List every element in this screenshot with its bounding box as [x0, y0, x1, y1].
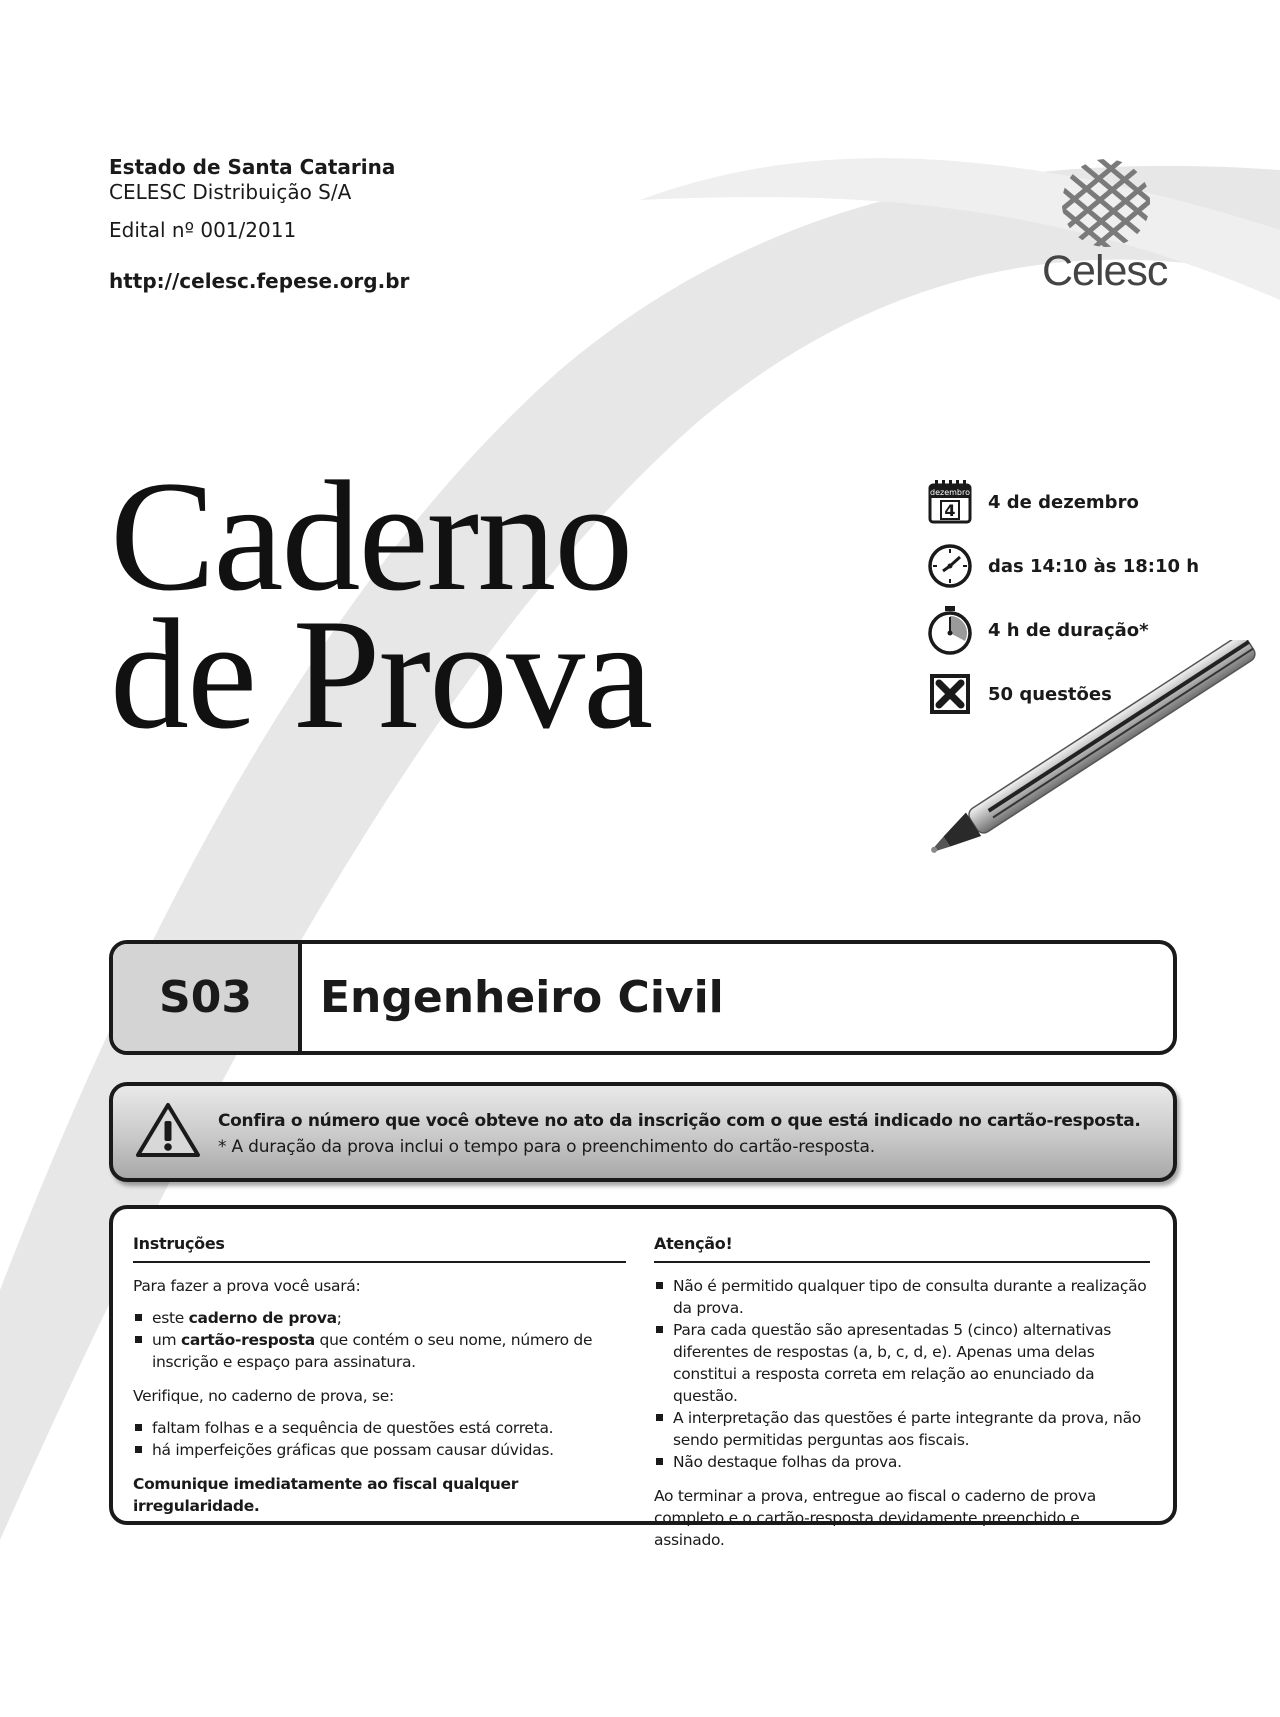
list-item: Para cada questão são apresentadas 5 (cinco) alternativas diferentes de respostas (a, b, c, d, e). Apenas uma delas constitui a resposta correta em relação ao enunciado da questão. — [654, 1319, 1150, 1407]
stopwatch-icon — [925, 605, 975, 655]
celesc-globe-icon — [1058, 155, 1154, 247]
attention-heading: Atenção! — [654, 1233, 1150, 1263]
list-item: há imperfeições gráficas que possam causar dúvidas. — [133, 1439, 626, 1461]
title-line-2: de Prova — [110, 587, 652, 762]
issuer-company: CELESC Distribuição S/A — [109, 180, 352, 204]
verify-list — [133, 1417, 626, 1461]
instructions-column — [133, 1233, 626, 1517]
exam-code: S03 — [113, 944, 302, 1051]
attention-column — [654, 1233, 1150, 1551]
edital-number: Edital nº 001/2011 — [109, 218, 297, 242]
list-item: este caderno de prova; — [133, 1307, 626, 1329]
attention-footer: Ao terminar a prova, entregue ao fiscal o caderno de prova completo e o cartão-resposta devidamente preenchido e assinado. — [654, 1487, 1096, 1549]
info-time — [925, 534, 1199, 598]
exam-duration: 4 h de duração* — [988, 619, 1149, 641]
list-item: Não destaque folhas da prova. — [654, 1451, 1150, 1473]
warning-line-2: * A duração da prova inclui o tempo para o preenchimento do cartão-resposta. — [218, 1137, 875, 1157]
svg-text:4: 4 — [944, 501, 956, 520]
clock-icon — [925, 541, 975, 591]
warning-icon — [135, 1102, 201, 1158]
warning-banner — [109, 1082, 1177, 1182]
exam-date: 4 de dezembro — [988, 491, 1139, 513]
title-line-1: Caderno — [110, 449, 632, 624]
issuer-header — [109, 155, 409, 293]
celesc-wordmark: Celesc — [1042, 247, 1168, 295]
exam-time: das 14:10 às 18:10 h — [988, 555, 1200, 577]
calendar-icon — [925, 477, 975, 527]
list-item: faltam folhas e a sequência de questões está correta. — [133, 1417, 626, 1439]
exam-role: Engenheiro Civil — [320, 972, 724, 1023]
instructions-footer: Comunique imediatamente ao fiscal qualquer irregularidade. — [133, 1475, 519, 1515]
info-date — [925, 470, 1199, 534]
list-item: um cartão-resposta que contém o seu nome, número de inscrição e espaço para assinatura. — [133, 1329, 626, 1373]
page-title — [110, 449, 652, 762]
materials-list — [133, 1307, 626, 1373]
instructions-heading: Instruções — [133, 1233, 626, 1263]
info-duration — [925, 598, 1199, 662]
attention-list — [654, 1275, 1150, 1473]
exam-code-box — [109, 940, 1177, 1055]
issuer-state: Estado de Santa Catarina — [109, 155, 396, 179]
question-count: 50 questões — [988, 683, 1112, 705]
verify-intro: Verifique, no caderno de prova, se: — [133, 1387, 394, 1405]
instructions-intro: Para fazer a prova você usará: — [133, 1277, 361, 1295]
warning-line-1: Confira o número que você obteve no ato da inscrição com o que está indicado no cartão-resposta. — [218, 1111, 1141, 1131]
list-item: Não é permitido qualquer tipo de consulta durante a realização da prova. — [654, 1275, 1150, 1319]
info-questions — [925, 662, 1199, 726]
website-link[interactable]: http://celesc.fepese.org.br — [109, 269, 410, 293]
list-item: A interpretação das questões é parte integrante da prova, não sendo permitidas perguntas aos fiscais. — [654, 1407, 1150, 1451]
instructions-panel — [109, 1205, 1177, 1549]
exam-info-list — [925, 470, 1199, 726]
celesc-logo — [1036, 155, 1176, 295]
checkbox-x-icon — [925, 669, 975, 719]
svg-text:dezembro: dezembro — [930, 488, 970, 497]
